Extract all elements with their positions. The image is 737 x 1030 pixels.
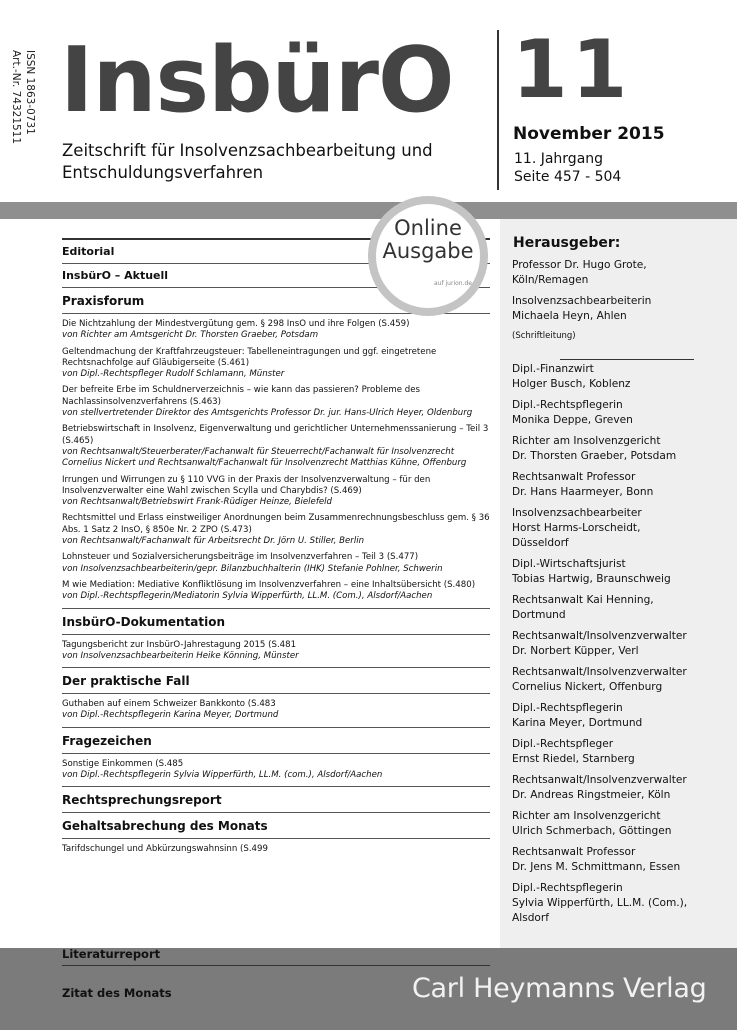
toc-rule	[62, 965, 490, 966]
editor-line: Rechtsanwalt/Insolvenzverwalter	[512, 630, 687, 642]
editor-line: Köln/Remagen	[512, 274, 589, 286]
toc-rule	[62, 727, 490, 728]
editor-line: Dipl.-Wirtschaftsjurist	[512, 558, 626, 570]
toc-praxisforum: Praxisforum	[62, 294, 145, 308]
editor-line: Insolvenzsachbearbeiter	[512, 507, 642, 519]
issn-number: ISSN 1863-0731	[24, 50, 36, 135]
editor-entry	[512, 506, 734, 551]
editors-spacer	[512, 350, 734, 362]
toc-item-title: Betriebswirtschaft in Insolvenz, Eigenverwaltung und gerichtlicher Unternehmenssanierung – Teil 3 (S.465)	[62, 424, 489, 446]
editor-entry	[512, 294, 734, 324]
toc-item-title: Sonstige Einkommen (S.485	[62, 758, 184, 769]
toc-item-title: Die Nichtzahlung der Mindestvergütung gem. § 298 InsO und ihre Folgen (S.459)	[62, 319, 410, 329]
editor-entry	[512, 665, 734, 695]
editor-entry	[512, 398, 734, 428]
toc-praktischer-fall: Der praktische Fall	[62, 674, 190, 689]
toc-item	[62, 475, 490, 509]
editor-line: Richter am Insolvenzgericht	[512, 810, 661, 822]
editors-divider	[560, 359, 694, 360]
editor-line: Dr. Thorsten Graeber, Potsdam	[512, 450, 677, 462]
toc-item-author: von Dipl.-Rechtspfleger Rudolf Schlamann, Münster	[62, 369, 285, 380]
masthead-divider	[497, 30, 499, 190]
editor-entry	[512, 845, 734, 875]
editors-heading: Herausgeber:	[513, 235, 621, 251]
toc-item	[62, 699, 490, 722]
editor-line: Horst Harms-Lorscheidt,	[512, 522, 641, 534]
editor-line: Alsdorf	[512, 912, 550, 924]
toc-item-author: von Insolvenzsachbearbeiterin Heike Könning, Münster	[62, 650, 299, 661]
editor-entry	[512, 881, 734, 926]
toc-item-author: von Dipl.-Rechtspflegerin Karina Meyer, Dortmund	[62, 710, 279, 721]
issue-number: 11	[512, 23, 632, 116]
toc-rechtsprechungsreport: Rechtsprechungsreport	[62, 793, 222, 808]
issn-block	[6, 50, 66, 170]
editor-line: Professor Dr. Hugo Grote,	[512, 259, 647, 271]
toc-item-author: von stellvertretender Direktor des Amtsgerichts Professor Dr. jur. Hans-Ulrich Heyer, Oldenburg	[62, 408, 473, 419]
toc-rule	[62, 634, 490, 635]
toc-editorial: Editorial	[62, 245, 115, 258]
editor-line: Tobias Hartwig, Braunschweig	[512, 573, 671, 585]
badge-ausgabe: Ausgabe	[382, 239, 474, 263]
editor-line: Dr. Norbert Küpper, Verl	[512, 645, 639, 657]
editor-entry	[512, 434, 734, 464]
toc-item	[62, 319, 490, 342]
toc-item-title: Rechtsmittel und Erlass einstweiliger Anordnungen beim Zusammenrechnungsbeschluss gem. § 36 Abs. 1 Satz 2 InsO, § 850e Nr. 2 ZPO (S.473)	[62, 513, 490, 535]
journal-subtitle	[62, 140, 492, 184]
toc-item	[62, 513, 490, 547]
toc-item-title: Irrungen und Wirrungen zu § 110 VVG in der Praxis der Insolvenzverwaltung – für den Insolvenzverwalter eine Wahl zwischen Scylla und Charybdis? (S.469)	[62, 474, 431, 496]
toc-rule	[62, 693, 490, 694]
editor-line: Cornelius Nickert, Offenburg	[512, 681, 663, 693]
editor-line: Düsseldorf	[512, 537, 569, 549]
editor-line: Dipl.-Rechtspfleger	[512, 738, 614, 750]
toc-item-author: von Dipl.-Rechtspflegerin Sylvia Wipperfürth, LL.M. (com.), Alsdorf/Aachen	[62, 770, 383, 781]
toc-rule	[62, 608, 490, 609]
toc-rule	[62, 667, 490, 668]
journal-logo: InsbürO	[60, 28, 454, 133]
issue-jahrgang: 11. Jahrgang	[514, 151, 604, 167]
editor-entry	[512, 557, 734, 587]
toc-rule	[62, 838, 490, 839]
toc-item	[62, 759, 490, 782]
toc-item-title: Tagungsbericht zur InsbürO-Jahrestagung 2015 (S.481	[62, 639, 297, 650]
toc-item	[62, 385, 490, 419]
toc-rule	[62, 753, 490, 754]
editor-line: Holger Busch, Koblenz	[512, 378, 631, 390]
editor-line: Dr. Hans Haarmeyer, Bonn	[512, 486, 654, 498]
toc-item-author: von Dipl.-Rechtspflegerin/Mediatorin Sylvia Wipperfürth, LL.M. (Com.), Alsdorf/Aachen	[62, 591, 433, 602]
toc-dokumentation: InsbürO-Dokumentation	[62, 614, 225, 629]
toc-item-author: von Insolvenzsachbearbeiterin/gepr. Bilanzbuchhalterin (IHK) Stefanie Pohlner, Schwerin	[62, 563, 443, 574]
toc-aktuell: InsbürO – Aktuell	[62, 269, 169, 282]
editor-entry	[512, 773, 734, 803]
editor-line: Dipl.-Finanzwirt	[512, 363, 594, 375]
schriftleitung-label: (Schriftleitung)	[512, 331, 576, 341]
editor-line: Dr. Jens M. Schmittmann, Essen	[512, 861, 681, 873]
toc-item	[62, 424, 490, 469]
editor-entry	[512, 809, 734, 839]
editor-entry	[512, 593, 734, 623]
toc-zitat: Zitat des Monats	[62, 986, 172, 1000]
editor-line: Rechtsanwalt Professor	[512, 846, 636, 858]
editor-line: Dipl.-Rechtspflegerin	[512, 399, 623, 411]
publisher-name: Carl Heymanns Verlag	[412, 973, 707, 1004]
toc-item-title: Tarifdschungel und Abkürzungswahnsinn (S.499	[62, 844, 268, 855]
editor-line: Dortmund	[512, 609, 566, 621]
toc-literaturreport: Literaturreport	[62, 947, 161, 961]
issue-details	[514, 150, 621, 186]
editor-line: Rechtsanwalt Kai Henning,	[512, 594, 654, 606]
toc-rule	[62, 786, 490, 787]
toc-item-title: Der befreite Erbe im Schuldnerverzeichnis – wie kann das passieren? Probleme des Nachlassinsolvenzverfahrens (S.463)	[62, 385, 420, 407]
article-number: Art.-Nr. 74321511	[10, 50, 22, 145]
editor-line: Insolvenzsachbearbeiterin	[512, 295, 652, 307]
editor-line: Monika Deppe, Greven	[512, 414, 633, 426]
issue-pages: Seite 457 - 504	[514, 169, 622, 185]
toc-item-author: von Richter am Amtsgericht Dr. Thorsten Graeber, Potsdam	[62, 330, 319, 341]
editor-entry	[512, 470, 734, 500]
toc-item	[62, 844, 490, 855]
editor-line: Dipl.-Rechtspflegerin	[512, 882, 623, 894]
toc-item-title: Guthaben auf einem Schweizer Bankkonto (S.483	[62, 699, 276, 710]
editor-line: Sylvia Wipperfürth, LL.M. (Com.),	[512, 897, 688, 909]
header-band	[0, 202, 737, 219]
toc-item-title: Lohnsteuer und Sozialversicherungsbeiträge im Insolvenzverfahren – Teil 3 (S.477)	[62, 552, 419, 563]
editor-line: Michaela Heyn, Ahlen	[512, 310, 627, 322]
editor-entry	[512, 629, 734, 659]
editor-line: Ulrich Schmerbach, Göttingen	[512, 825, 672, 837]
toc-fragezeichen: Fragezeichen	[62, 733, 152, 748]
editor-entry	[512, 737, 734, 767]
editor-line: Rechtsanwalt/Insolvenzverwalter	[512, 774, 687, 786]
toc-item	[62, 347, 490, 381]
toc-item-author: von Rechtsanwalt/Steuerberater/Fachanwalt für Steuerrecht/Fachanwalt für Insolvenzrecht Cornelius Nickert und Rechtsanwalt/Fachanwalt für Insolvenzrecht Matthias Kühne, Offenburg	[62, 446, 467, 469]
editor-line: Ernst Riedel, Starnberg	[512, 753, 635, 765]
editor-entry	[512, 362, 734, 392]
editor-line: Karina Meyer, Dortmund	[512, 717, 643, 729]
table-of-contents	[62, 238, 490, 861]
toc-item-author: von Rechtsanwalt/Fachanwalt für Arbeitsrecht Dr. Jörn U. Stiller, Berlin	[62, 536, 365, 547]
subtitle-line-1: Zeitschrift für Insolvenzsachbearbeitung und	[62, 141, 433, 160]
editor-line: Rechtsanwalt/Insolvenzverwalter	[512, 666, 687, 678]
toc-item-author: von Rechtsanwalt/Betriebswirt Frank-Rüdiger Heinze, Bielefeld	[62, 497, 332, 508]
editor-entry	[512, 258, 734, 288]
toc-rule	[62, 812, 490, 813]
toc-gehaltsabrechnung: Gehaltsabrechung des Monats	[62, 819, 268, 834]
subtitle-line-2: Entschuldungsverfahren	[62, 163, 264, 182]
editor-line: Rechtsanwalt Professor	[512, 471, 636, 483]
toc-item	[62, 580, 490, 603]
editor-line: Richter am Insolvenzgericht	[512, 435, 661, 447]
editor-line: Dipl.-Rechtspflegerin	[512, 702, 623, 714]
editor-entry	[512, 701, 734, 731]
toc-item-title: M wie Mediation: Mediative Konfliktlösung im Insolvenzverfahren – eine Inhaltsübersicht (S.480)	[62, 579, 476, 590]
toc-item	[62, 552, 490, 575]
editor-line: Dr. Andreas Ringstmeier, Köln	[512, 789, 671, 801]
toc-item-title: Geltendmachung der Kraftfahrzeugsteuer: Tabelleneintragungen und ggf. eingetretene Rechtsnachfolge auf Gläubigerseite (S.461)	[62, 346, 437, 368]
toc-item	[62, 640, 490, 663]
badge-url: auf jurion.de	[434, 280, 472, 287]
issue-month: November 2015	[513, 124, 665, 144]
badge-online: Online	[394, 216, 462, 240]
